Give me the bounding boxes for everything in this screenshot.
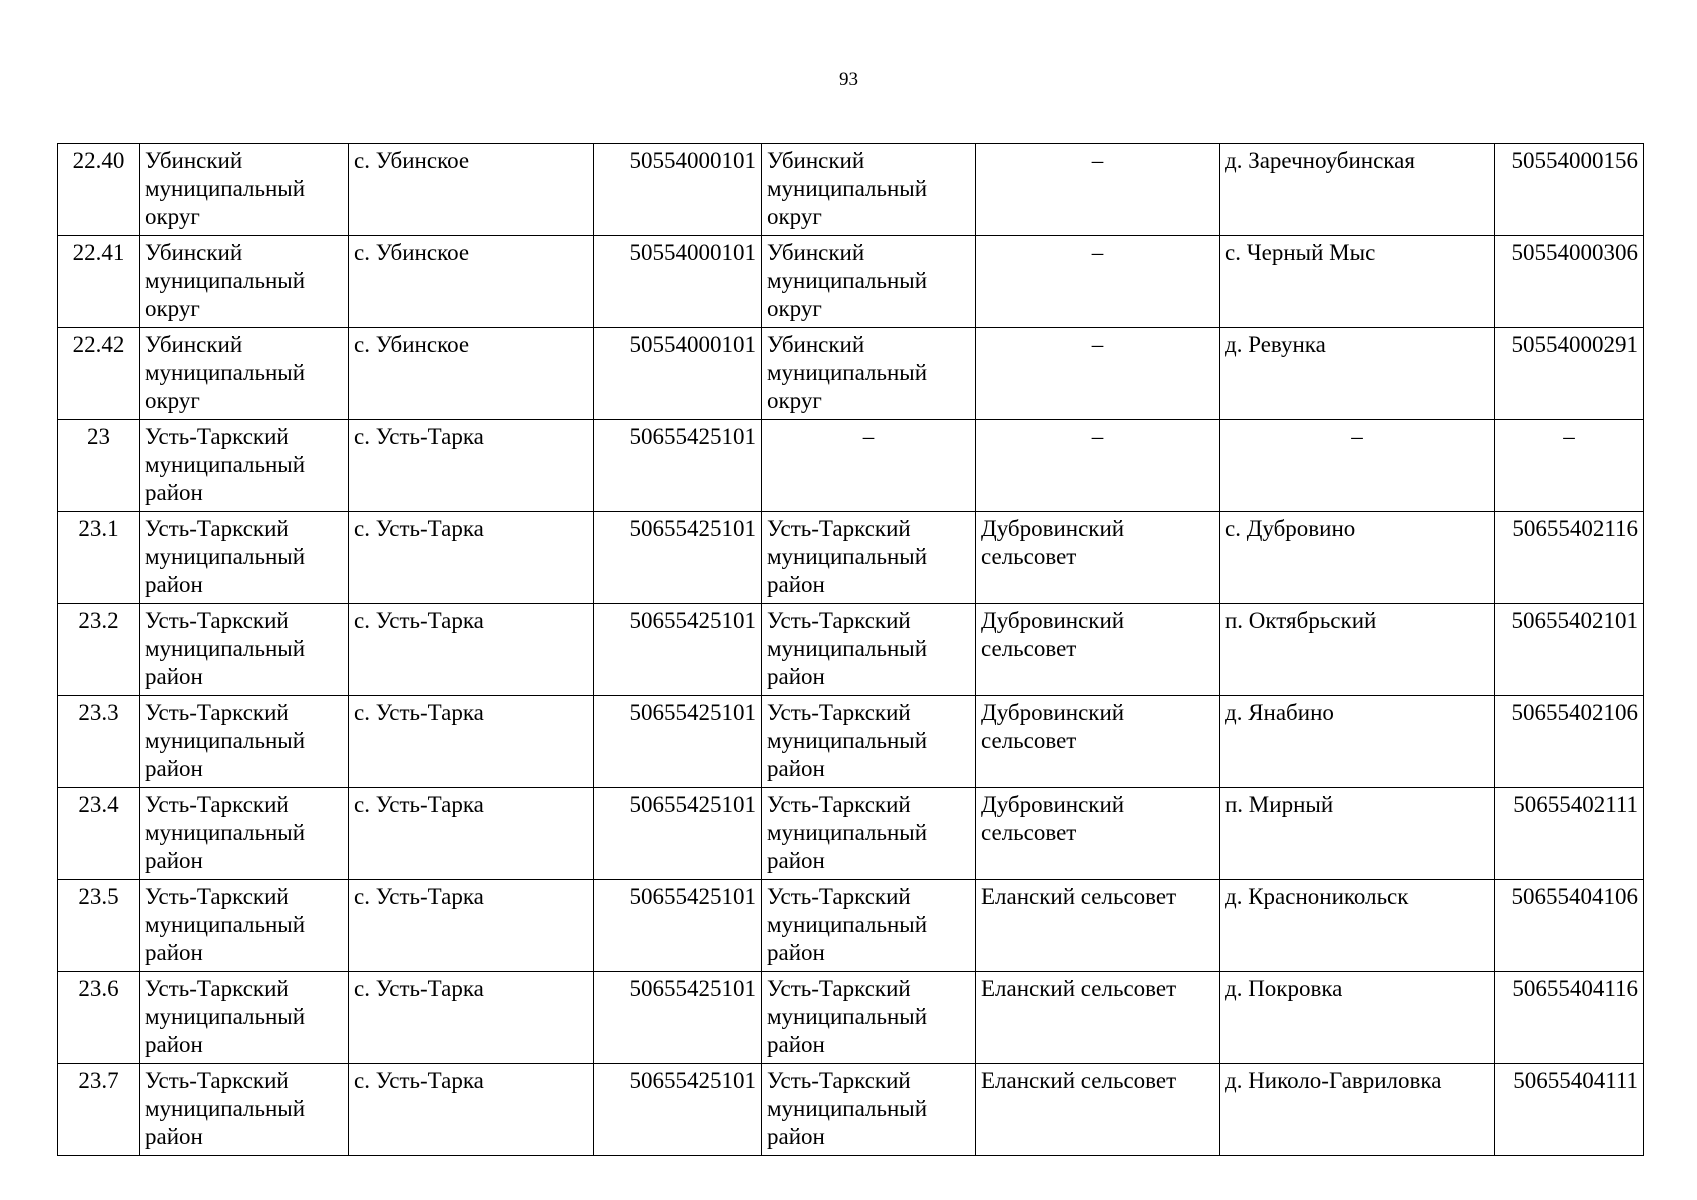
admin-center-cell: с. Усть-Тарка [349,604,594,696]
district-cell: Убинский муниципальный округ [762,328,976,420]
locality-code-cell: 50554000306 [1495,236,1644,328]
table-row [58,328,1644,420]
admin-center-code-cell: 50655425101 [594,604,762,696]
admin-center-code-cell: 50554000101 [594,236,762,328]
table-row [58,1064,1644,1156]
admin-center-cell: с. Усть-Тарка [349,788,594,880]
table-body [58,144,1644,1156]
admin-center-code-cell: 50554000101 [594,144,762,236]
locality-cell: д. Красноникольск [1220,880,1495,972]
district-cell: Усть-Таркский муниципальный район [762,604,976,696]
settlement-cell: Дубровинский сельсовет [976,696,1220,788]
locality-cell: п. Октябрьский [1220,604,1495,696]
table-row [58,604,1644,696]
settlement-cell: – [976,420,1220,512]
municipality-cell: Усть-Таркский муниципальный район [140,512,349,604]
locality-cell: п. Мирный [1220,788,1495,880]
locality-code-cell: 50655402101 [1495,604,1644,696]
admin-center-cell: с. Усть-Тарка [349,880,594,972]
admin-center-code-cell: 50655425101 [594,420,762,512]
admin-center-cell: с. Усть-Тарка [349,512,594,604]
admin-center-code-cell: 50655425101 [594,880,762,972]
table-row [58,420,1644,512]
municipality-cell: Усть-Таркский муниципальный район [140,420,349,512]
admin-center-code-cell: 50554000101 [594,328,762,420]
locality-cell: – [1220,420,1495,512]
row-number-cell: 23.7 [58,1064,140,1156]
locality-code-cell: 50655404116 [1495,972,1644,1064]
table-row [58,972,1644,1064]
locality-cell: с. Дубровино [1220,512,1495,604]
admin-center-cell: с. Усть-Тарка [349,972,594,1064]
settlement-cell: Еланский сельсовет [976,1064,1220,1156]
settlement-cell: Дубровинский сельсовет [976,788,1220,880]
locality-cell: д. Ревунка [1220,328,1495,420]
admin-center-code-cell: 50655425101 [594,696,762,788]
locality-cell: д. Заречноубинская [1220,144,1495,236]
admin-center-cell: с. Усть-Тарка [349,696,594,788]
district-cell: Убинский муниципальный округ [762,236,976,328]
row-number-cell: 23.3 [58,696,140,788]
table-row [58,880,1644,972]
district-cell: Убинский муниципальный округ [762,144,976,236]
row-number-cell: 23.4 [58,788,140,880]
admin-center-code-cell: 50655425101 [594,512,762,604]
locality-cell: д. Покровка [1220,972,1495,1064]
table-row [58,144,1644,236]
locality-cell: с. Черный Мыс [1220,236,1495,328]
locality-code-cell: – [1495,420,1644,512]
municipality-cell: Усть-Таркский муниципальный район [140,972,349,1064]
row-number-cell: 22.42 [58,328,140,420]
locality-cell: д. Николо-Гавриловка [1220,1064,1495,1156]
table-row [58,236,1644,328]
row-number-cell: 23.2 [58,604,140,696]
district-cell: Усть-Таркский муниципальный район [762,972,976,1064]
admin-center-cell: с. Убинское [349,144,594,236]
locality-code-cell: 50655404106 [1495,880,1644,972]
municipality-cell: Усть-Таркский муниципальный район [140,880,349,972]
municipality-cell: Усть-Таркский муниципальный район [140,1064,349,1156]
district-cell: Усть-Таркский муниципальный район [762,1064,976,1156]
table-row [58,512,1644,604]
row-number-cell: 22.41 [58,236,140,328]
admin-center-cell: с. Усть-Тарка [349,1064,594,1156]
district-cell: Усть-Таркский муниципальный район [762,788,976,880]
settlement-cell: Еланский сельсовет [976,880,1220,972]
row-number-cell: 23.5 [58,880,140,972]
admin-center-cell: с. Усть-Тарка [349,420,594,512]
page-number: 93 [839,69,858,90]
locality-code-cell: 50655402111 [1495,788,1644,880]
table-row [58,696,1644,788]
registry-table [57,143,1644,1156]
admin-center-cell: с. Убинское [349,328,594,420]
locality-code-cell: 50554000291 [1495,328,1644,420]
municipality-cell: Усть-Таркский муниципальный район [140,604,349,696]
row-number-cell: 22.40 [58,144,140,236]
settlement-cell: – [976,236,1220,328]
admin-center-cell: с. Убинское [349,236,594,328]
settlement-cell: Еланский сельсовет [976,972,1220,1064]
row-number-cell: 23.1 [58,512,140,604]
admin-center-code-cell: 50655425101 [594,1064,762,1156]
row-number-cell: 23 [58,420,140,512]
district-cell: Усть-Таркский муниципальный район [762,880,976,972]
locality-cell: д. Янабино [1220,696,1495,788]
locality-code-cell: 50554000156 [1495,144,1644,236]
row-number-cell: 23.6 [58,972,140,1064]
admin-center-code-cell: 50655425101 [594,788,762,880]
locality-code-cell: 50655402116 [1495,512,1644,604]
municipality-cell: Усть-Таркский муниципальный район [140,788,349,880]
municipality-cell: Усть-Таркский муниципальный район [140,696,349,788]
district-cell: Усть-Таркский муниципальный район [762,512,976,604]
settlement-cell: Дубровинский сельсовет [976,512,1220,604]
municipality-cell: Убинский муниципальный округ [140,328,349,420]
admin-center-code-cell: 50655425101 [594,972,762,1064]
municipality-cell: Убинский муниципальный округ [140,144,349,236]
locality-code-cell: 50655404111 [1495,1064,1644,1156]
settlement-cell: – [976,144,1220,236]
municipality-cell: Убинский муниципальный округ [140,236,349,328]
district-cell: Усть-Таркский муниципальный район [762,696,976,788]
district-cell: – [762,420,976,512]
settlement-cell: Дубровинский сельсовет [976,604,1220,696]
settlement-cell: – [976,328,1220,420]
table-row [58,788,1644,880]
locality-code-cell: 50655402106 [1495,696,1644,788]
